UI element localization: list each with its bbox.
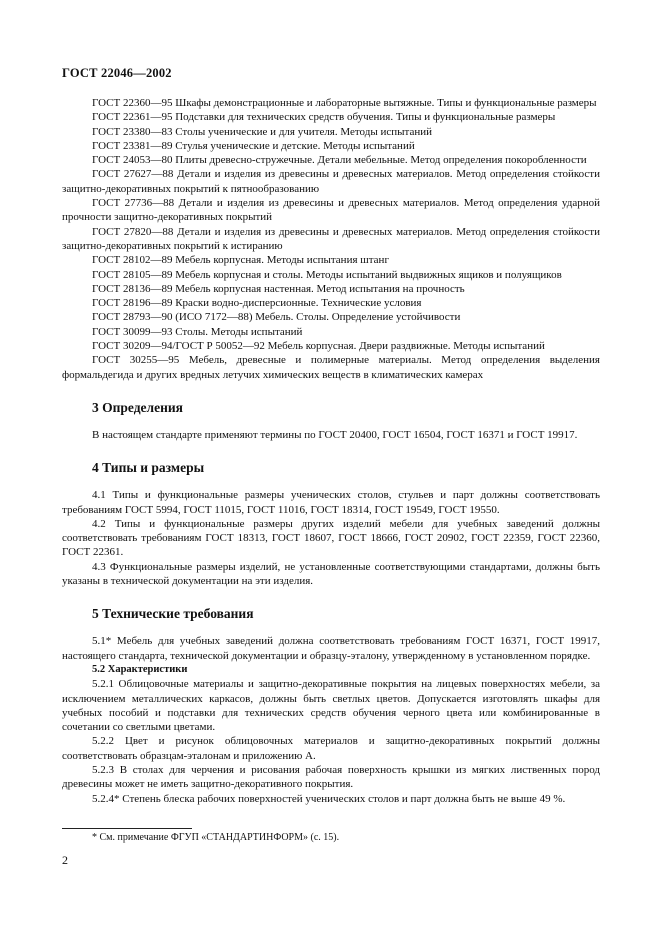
section-5-title: 5 Технические требования <box>92 606 254 622</box>
paragraph-4-1: 4.1 Типы и функциональные размеры ученических столов, стульев и парт должны соответствовать требованиям ГОСТ 5994, ГОСТ 11015, ГОСТ 11016, ГОСТ 18314, ГОСТ 19549, ГОСТ 19550. <box>62 489 600 516</box>
reference-item: ГОСТ 23381—89 Стулья ученические и детские. Методы испытаний <box>92 139 415 152</box>
reference-item: ГОСТ 30209—94/ГОСТ Р 50052—92 Мебель корпусная. Двери раздвижные. Методы испытаний <box>92 340 545 353</box>
reference-item: ГОСТ 27627—88 Детали и изделия из древесины и древесных материалов. Метод определения стойкости защитно-декоративных покрытий к пятнообразованию <box>62 168 600 195</box>
paragraph-5-2-1: 5.2.1 Облицовочные материалы и защитно-декоративные покрытия на лицевых поверхностях мебели, за исключением металлических каркасов, должны быть светлых цветов. Допускается изготовлять шкафы для учебных пособий и подставки для технических средств обучения черного цвета или комбинированные в сочетании со светлыми цветами. <box>62 678 600 734</box>
section-4-title: 4 Типы и размеры <box>92 460 205 476</box>
reference-item: ГОСТ 22361—95 Подставки для технических средств обучения. Типы и функциональные размеры <box>92 111 556 124</box>
reference-item: ГОСТ 30255—95 Мебель, древесные и полимерные материалы. Метод определения выделения формальдегида и других вредных летучих химических веществ в климатических камерах <box>62 354 600 381</box>
page-number: 2 <box>62 853 68 867</box>
paragraph-5-2-2: 5.2.2 Цвет и рисунок облицовочных материалов и защитно-декоративных покрытий должны соответствовать образцам-эталонам и приложению А. <box>62 735 600 762</box>
reference-item: ГОСТ 28793—90 (ИСО 7172—88) Мебель. Столы. Определение устойчивости <box>92 311 461 324</box>
reference-item: ГОСТ 27820—88 Детали и изделия из древесины и древесных материалов. Метод определения стойкости защитно-декоративных покрытий к истиранию <box>62 225 600 252</box>
reference-item: ГОСТ 27736—88 Детали и изделия из древесины и древесных материалов. Метод определения ударной прочности защитно-декоративных покрытий <box>62 197 600 224</box>
reference-item: ГОСТ 30099—93 Столы. Методы испытаний <box>92 325 303 338</box>
document-body <box>62 96 600 806</box>
paragraph-4-2: 4.2 Типы и функциональные размеры других изделий мебели для учебных заведений должны соответствовать требованиям ГОСТ 18313, ГОСТ 18607, ГОСТ 18666, ГОСТ 20902, ГОСТ 22359, ГОСТ 22360, ГОСТ 22361. <box>62 517 600 559</box>
reference-item: ГОСТ 28105—89 Мебель корпусная и столы. Методы испытаний выдвижных ящиков и полуящиков <box>92 268 562 281</box>
reference-item: ГОСТ 28102—89 Мебель корпусная. Методы испытания штанг <box>92 254 389 267</box>
reference-item: ГОСТ 23380—83 Столы ученические и для учителя. Методы испытаний <box>92 125 433 138</box>
subsection-5-2-heading: 5.2 Характеристики <box>92 663 188 675</box>
paragraph-5-2-3: 5.2.3 В столах для черчения и рисования рабочая поверхность крышки из мягких лиственных пород древесины может не иметь защитно-декоративного покрытия. <box>62 763 600 791</box>
reference-item: ГОСТ 24053—80 Плиты древесно-стружечные. Детали мебельные. Метод определения покоробленности <box>92 154 587 167</box>
footnote: * См. примечание ФГУП «СТАНДАРТИНФОРМ» (с. 15). <box>92 832 340 843</box>
paragraph-4-3: 4.3 Функциональные размеры изделий, не установленные соответствующими стандартами, должны быть указаны в технической документации на эти изделия. <box>62 560 600 588</box>
footnote-divider <box>62 828 192 829</box>
paragraph-5-1: 5.1* Мебель для учебных заведений должна соответствовать требованиям ГОСТ 16371, ГОСТ 19917, настоящего стандарта, технической документации и образцу-эталону, утвержденному в установленном порядке. <box>62 635 600 662</box>
paragraph-5-2-4: 5.2.4* Степень блеска рабочих поверхностей ученических столов и парт должна быть не выше 49 %. <box>92 792 566 805</box>
reference-item: ГОСТ 28136—89 Мебель корпусная настенная. Метод испытания на прочность <box>92 282 465 295</box>
reference-item: ГОСТ 22360—95 Шкафы демонстрационные и лабораторные вытяжные. Типы и функциональные размеры <box>92 97 597 109</box>
document-header: ГОСТ 22046—2002 <box>62 66 172 80</box>
section-3-title: 3 Определения <box>92 399 183 415</box>
section-3-text: В настоящем стандарте применяют термины по ГОСТ 20400, ГОСТ 16504, ГОСТ 16371 и ГОСТ 19917. <box>92 428 578 441</box>
reference-list <box>62 96 600 382</box>
reference-item: ГОСТ 28196—89 Краски водно-дисперсионные. Технические условия <box>92 297 422 310</box>
